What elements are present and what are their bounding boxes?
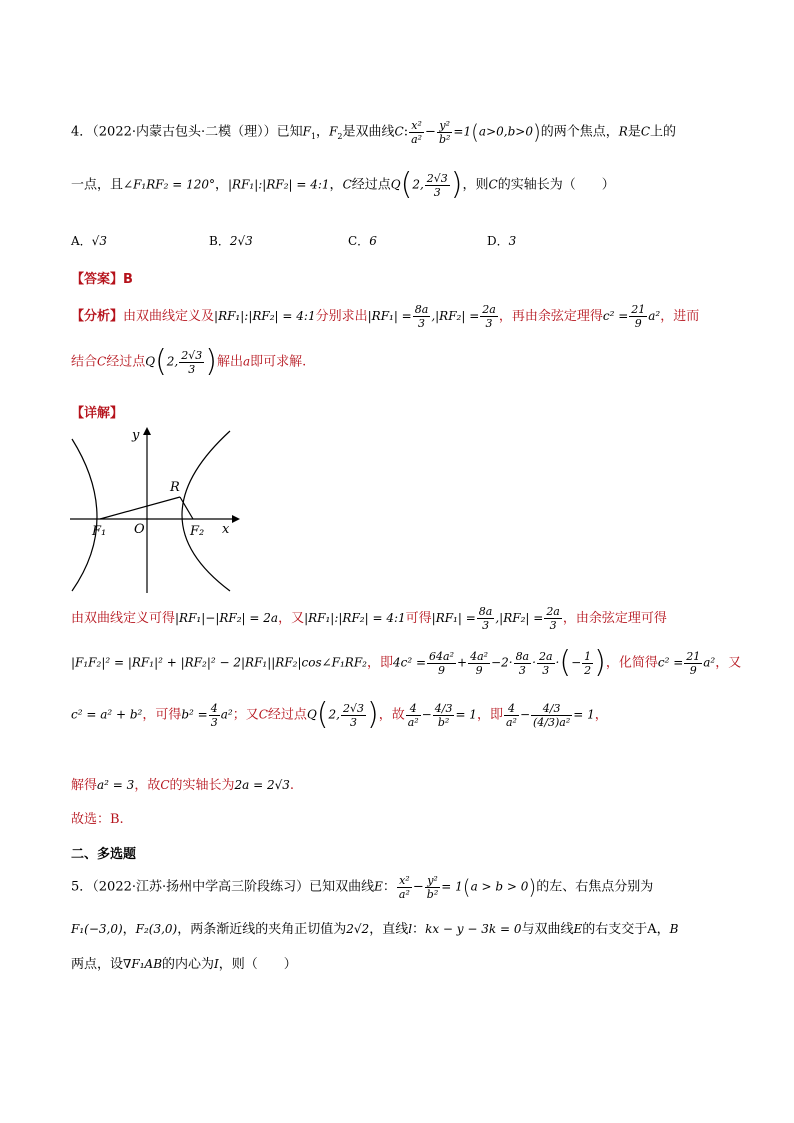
q5-t6: 两点，设: [71, 957, 124, 972]
detail-tag-line: [71, 402, 123, 421]
q5-t4: 与双曲线: [521, 922, 574, 937]
section2-title-line: [71, 843, 136, 862]
analysis-t3: ，再由余弦定理得: [498, 309, 603, 324]
detail-choose-line: [71, 808, 124, 827]
analysis-t2: 分别求出: [315, 309, 368, 324]
segment-f1-r: [100, 497, 180, 519]
detail-l4-a: 解得: [71, 778, 98, 793]
right-branch: [182, 431, 230, 591]
label-y: y: [132, 428, 140, 443]
q4-tail: 的两个焦点，: [540, 124, 619, 140]
q4-line2-e: 的实轴长为（ ）: [497, 177, 615, 193]
q4-line2-b: ，: [214, 177, 228, 193]
detail-l2-a: ，即: [366, 655, 393, 671]
q4-line2-d: ，则: [462, 177, 489, 193]
q4-tail3: 上的: [650, 124, 677, 140]
detail-l3-e: ，即: [476, 707, 503, 723]
label-x: x: [222, 522, 230, 537]
detail-line-2: |F₁F₂|² = |RF₁|² + |RF₂|² − 2|RF₁||RF₂|cos∠F₁RF₂，即4c² = $\frac{\text{64a²}}{9}$ + $\frac{\text{4a²}}{9}$ −2· $\frac{8a}{3}$ · $\frac{2a}{3}$ ·(− $\frac{1}{2}$ )，化简得c² = $\frac{21}{9}$ a²，又: [71, 645, 742, 680]
q4-options: [71, 232, 631, 248]
detail-l4-d: .: [289, 778, 295, 793]
option-b[interactable]: B．2√3: [209, 234, 253, 248]
x-axis-arrow-icon: [232, 515, 240, 523]
q4-line2-c: 经过点: [351, 177, 391, 193]
detail-line-1: 由双曲线定义可得|RF₁|−|RF₂| = 2a，又|RF₁|:|RF₂| = 4:1可得|RF₁| = $\frac{8a}{3}$ ,|RF₂| = $\frac{2a}{3}$ ，由余弦定理可得: [71, 605, 667, 632]
q5-t8: ，则（ ）: [218, 957, 297, 972]
detail-choose: 故选：B.: [71, 812, 124, 827]
q4-line-1: 4．（2022·内蒙古包头·二模（理））已知$F_1$，$F_2$是双曲线C: $\frac{\text{x²}}{\text{a²}}$ − $\frac{\text{y²}}{\text{b²}}$ =1(a>0,b>0)的两个焦点，R是C上的: [71, 118, 677, 146]
option-c[interactable]: C．6: [348, 234, 377, 248]
q4-prefix: 4．（2022·内蒙古包头·二模（理））已知: [71, 124, 303, 140]
detail-l2-c: ，又: [715, 655, 742, 671]
analysis-t8: 即可求解.: [250, 354, 307, 370]
detail-l1-a: 由双曲线定义可得: [71, 611, 176, 626]
detail-l2-b: ，化简得: [605, 655, 658, 671]
q4-tail2: 是: [627, 124, 641, 140]
detail-l3-b: ；又: [232, 707, 259, 723]
y-axis-arrow-icon: [143, 427, 151, 435]
label-o: O: [134, 522, 145, 537]
hyperbola-figure: [70, 425, 240, 593]
q4-line-2: 一点，且∠F₁RF₂ = 120°，|RF₁|:|RF₂| = 4:1，C经过点Q(2, $\frac{2√3}{3}$ )，则C的实轴长为（ ）: [71, 167, 615, 202]
q4-intro: 是双曲线: [342, 124, 395, 140]
section2-title: 二、多选题: [71, 847, 137, 862]
option-a[interactable]: A．√3: [71, 234, 107, 248]
q4-line2-a: 一点，且: [71, 177, 124, 193]
analysis-line-2: 结合C经过点Q(2, $\frac{2√3}{3}$ )解出a即可求解.: [71, 344, 307, 379]
q5-t5: 的右支交于A，: [582, 922, 670, 937]
analysis-t4: ，进而: [660, 309, 700, 324]
detail-tag: 【详解】: [71, 406, 124, 421]
label-f1: F₁: [92, 524, 107, 539]
detail-l3-c: 经过点: [267, 707, 307, 723]
answer-tag: 【答案】: [71, 272, 124, 287]
detail-l1-c: 可得: [405, 611, 432, 626]
detail-l1-b: ，又: [278, 611, 305, 626]
answer-value: B: [123, 272, 133, 287]
detail-line-3: c² = a² + b²，可得b² = $\frac{4}{3}$ a²；又C经过点Q(2, $\frac{2√3}{3}$ )，故 $\frac{4}{\text{a²}}$ − $\frac{4/3}{\text{b²}}$ = 1，即 $\frac{4}{\text{a²}}$ − $\frac{4/3}{\text{(4/3)a²}}$ = 1，: [71, 697, 608, 732]
analysis-t1: 由双曲线定义及: [123, 309, 215, 324]
q5-t1: 的左、右焦点分别为: [536, 879, 654, 895]
detail-l4-c: 的实轴长为: [169, 778, 235, 793]
option-d[interactable]: D．3: [487, 234, 517, 248]
detail-line-4: 解得a² = 3，故C的实轴长为2a = 2√3.: [71, 778, 295, 793]
detail-l1-d: ，由余弦定理可得: [562, 611, 667, 626]
analysis-t6: 经过点: [106, 354, 146, 370]
analysis-line-1: 【分析】由双曲线定义及|RF₁|:|RF₂| = 4:1分别求出|RF₁| = $\frac{8a}{3}$ ,|RF₂| = $\frac{2a}{3}$ ，再由余弦定理得c² = $\frac{21}{9}$ a²，进而: [71, 303, 700, 330]
q5-prefix: 5．（2022·江苏·扬州中学高三阶段练习）已知双曲线: [71, 879, 375, 895]
q5-t2: ，两条渐近线的夹角正切值为: [177, 922, 347, 937]
q5-t7: 的内心为: [162, 957, 215, 972]
analysis-tag: 【分析】: [71, 309, 124, 324]
detail-l3-a: ，可得: [142, 707, 182, 723]
q5-line-1: 5．（2022·江苏·扬州中学高三阶段练习）已知双曲线E： $\frac{\text{x²}}{\text{a²}}$ − $\frac{\text{y²}}{\text{b²}}$ = 1(a > b > 0)的左、右焦点分别为: [71, 873, 654, 901]
q5-t3: ，直线: [369, 922, 409, 937]
detail-l3-d: ，故: [378, 707, 405, 723]
q5-line-3: 两点，设∇F₁AB的内心为I，则（ ）: [71, 957, 297, 972]
label-f2: F₂: [190, 524, 205, 539]
analysis-t5: 结合: [71, 354, 98, 370]
left-branch: [72, 439, 97, 591]
answer-line: [71, 268, 133, 287]
detail-l4-b: ，故: [134, 778, 161, 793]
detail-l3-f: ，: [594, 707, 608, 723]
label-r: R: [170, 480, 180, 495]
q5-line-2: F₁(−3,0)，F₂(3,0)，两条渐近线的夹角正切值为2√2，直线l：kx − y − 3k = 0与双曲线E的右支交于A，B: [71, 922, 679, 937]
analysis-t7: 解出: [216, 354, 243, 370]
